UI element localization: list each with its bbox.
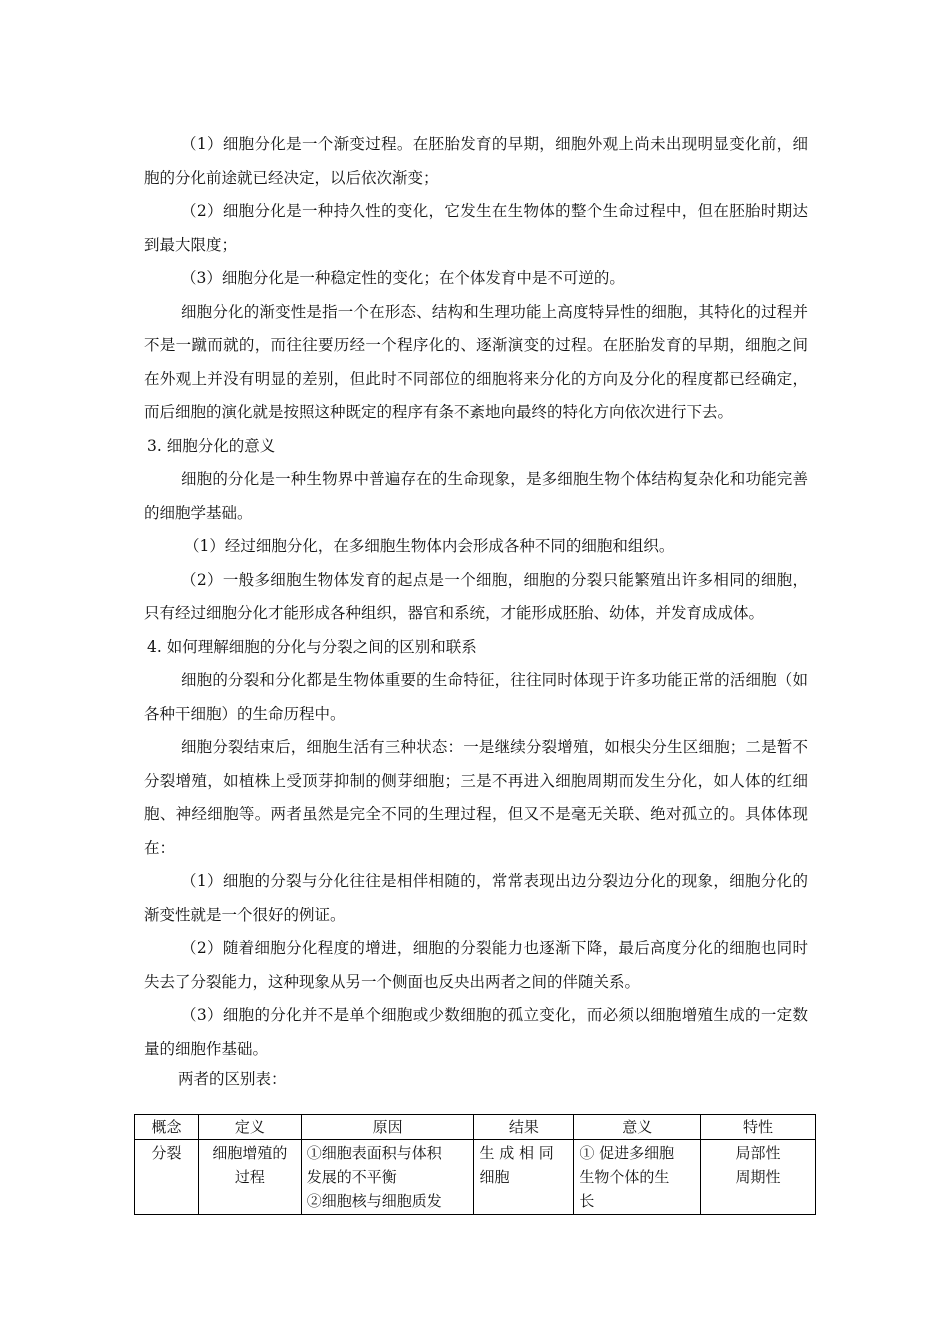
paragraph: 细胞分裂结束后，细胞生活有三种状态：一是继续分裂增殖，如根尖分生区细胞；二是暂不分裂增殖，如植株上受顶芽抑制的侧芽细胞；三是不再进入细胞周期而发生分化，如人体的红细胞、神经细胞等。两者虽然是完全不同的生理过程，但又不是毫无关联、绝对孤立的。具体体现在： <box>144 738 808 857</box>
paragraph: 细胞的分裂和分化都是生物体重要的生命特征，往往同时体现于许多功能正常的活细胞（如各种干细胞）的生命历程中。 <box>144 671 808 723</box>
table-header-cell: 定义 <box>198 1115 301 1140</box>
table-header-row <box>135 1115 816 1140</box>
section-heading: 3. 细胞分化的意义 <box>147 436 276 455</box>
cell-line: ① 促进多细胞 <box>579 1144 675 1162</box>
paragraph: （2）一般多细胞生物体发育的起点是一个细胞，细胞的分裂只能繁殖出许多相同的细胞，只有经过细胞分化才能形成各种组织，器官和系统，才能形成胚胎、幼体，并发育成成体。 <box>144 570 808 622</box>
cell-line: 过程 <box>234 1168 265 1186</box>
cell-line: ①细胞表面积与体积 <box>306 1144 442 1162</box>
paragraph: 细胞的分化是一种生物界中普遍存在的生命现象，是多细胞生物个体结构复杂化和功能完善的细胞学基础。 <box>144 470 808 522</box>
comparison-table <box>134 1114 816 1215</box>
cell-line: 长 <box>579 1192 595 1210</box>
cell-line: ②细胞核与细胞质发 <box>306 1192 442 1210</box>
section-heading: 4. 如何理解细胞的分化与分裂之间的区别和联系 <box>147 637 477 656</box>
cause-cell <box>301 1140 474 1215</box>
property-cell <box>701 1140 816 1215</box>
table-header-cell: 意义 <box>574 1115 701 1140</box>
paragraph: （1）细胞分化是一个渐变过程。在胚胎发育的早期，细胞外观上尚未出现明显变化前，细胞的分化前途就已经决定，以后依次渐变； <box>144 135 808 187</box>
concept-cell: 分裂 <box>135 1140 199 1215</box>
cell-line: 生物个体的生 <box>579 1168 670 1186</box>
cell-line: 周期性 <box>735 1168 781 1186</box>
cell-line: 生 成 相 同 <box>479 1144 554 1162</box>
cell-line: 局部性 <box>735 1144 781 1162</box>
table-caption: 两者的区别表： <box>178 1070 287 1088</box>
table-header-cell: 特性 <box>701 1115 816 1140</box>
paragraph: （2）细胞分化是一种持久性的变化，它发生在生物体的整个生命过程中，但在胚胎时期达到最大限度； <box>144 202 808 254</box>
paragraph: （1）细胞的分裂与分化往往是相伴相随的，常常表现出边分裂边分化的现象，细胞分化的渐变性就是一个很好的例证。 <box>144 872 808 924</box>
paragraph: （3）细胞的分化并不是单个细胞或少数细胞的孤立变化，而必须以细胞增殖生成的一定数量的细胞作基础。 <box>144 1006 808 1058</box>
paragraph: （2）随着细胞分化程度的增进，细胞的分裂能力也逐渐下降，最后高度分化的细胞也同时失去了分裂能力，这种现象从另一个侧面也反央出两者之间的伴随关系。 <box>144 939 808 991</box>
table-header-cell: 结果 <box>474 1115 574 1140</box>
cell-line: 细胞 <box>479 1168 510 1186</box>
paragraph: 细胞分化的渐变性是指一个在形态、结构和生理功能上高度特异性的细胞，其特化的过程并不是一蹴而就的，而往往要历经一个程序化的、逐渐演变的过程。在胚胎发育的早期，细胞之间在外观上并没有明显的差别，但此时不同部位的细胞将来分化的方向及分化的程度都已经确定，而后细胞的演化就是按照这种既定的程序有条不紊地向最终的特化方向依次进行下去。 <box>144 302 808 421</box>
table-header-cell: 概念 <box>135 1115 199 1140</box>
document-body <box>144 128 808 1090</box>
paragraph: （1）经过细胞分化，在多细胞生物体内会形成各种不同的细胞和组织。 <box>184 537 675 555</box>
cell-line: 发展的不平衡 <box>306 1168 397 1186</box>
table-row <box>135 1140 816 1215</box>
paragraph: （3）细胞分化是一种稳定性的变化；在个体发育中是不可逆的。 <box>181 269 625 287</box>
cell-line: 细胞增殖的 <box>212 1144 288 1162</box>
table-header-cell: 原因 <box>301 1115 474 1140</box>
meaning-cell <box>574 1140 701 1215</box>
result-cell <box>474 1140 574 1215</box>
definition-cell <box>198 1140 301 1215</box>
